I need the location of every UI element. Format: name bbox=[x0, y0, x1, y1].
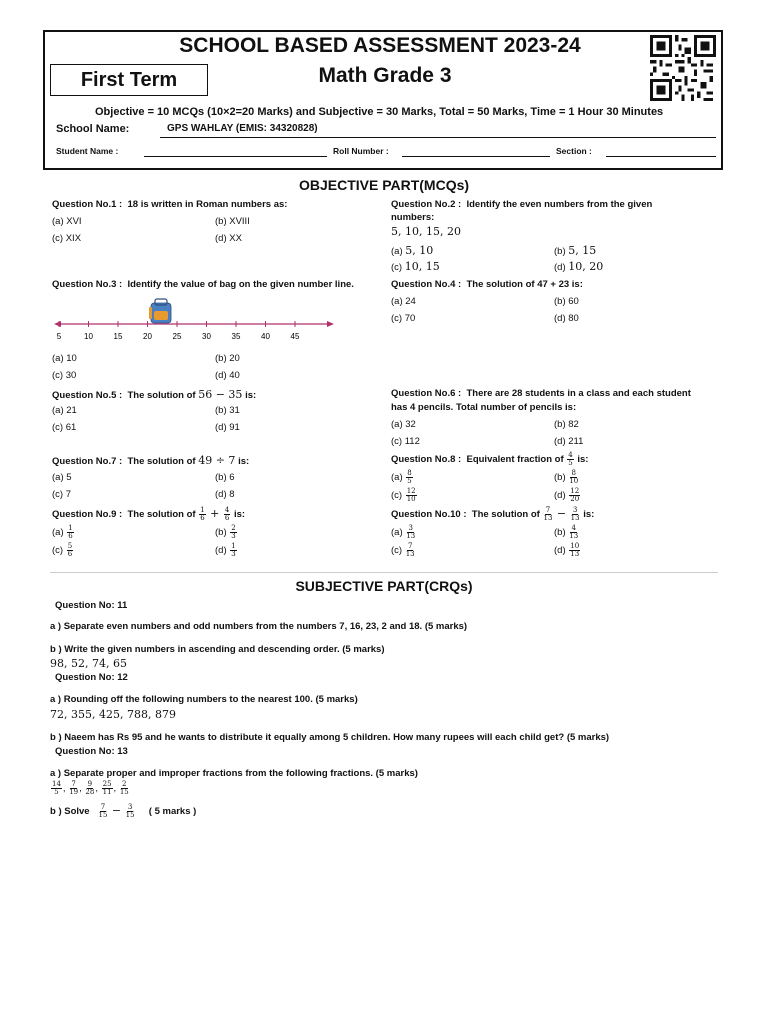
q10-text: The solution of bbox=[471, 509, 540, 521]
q9-option-b-fraction bbox=[230, 525, 236, 540]
q6-option-c[interactable]: (c) 112 bbox=[391, 436, 420, 447]
q8-fraction-num: 4 bbox=[568, 451, 573, 459]
q10-a-den: 13 bbox=[406, 532, 416, 540]
q2-option-b-value: 5, 15 bbox=[568, 244, 597, 257]
q4-text: The solution of 47 + 23 is: bbox=[466, 279, 583, 290]
q13a-fractions: $\frac{14}{5}$ , $\frac{7}{19}$ , $\frac{9}{28}$ , $\frac{25}{11}$ , $\frac{2}{15}$ bbox=[52, 780, 129, 796]
q2-option-c-label: (c) bbox=[391, 262, 403, 273]
q1-option-c[interactable]: (c) XIX bbox=[52, 233, 82, 244]
page-title: SCHOOL BASED ASSESSMENT 2023-24 bbox=[179, 34, 581, 57]
q4-option-d[interactable]: (d) 80 bbox=[554, 313, 579, 324]
grade-title: Math Grade 3 bbox=[318, 64, 452, 87]
q3-option-d[interactable]: (d) 40 bbox=[215, 370, 240, 381]
q13-fraction-5 bbox=[120, 781, 129, 796]
q9-b-den: 3 bbox=[231, 532, 236, 540]
number-line bbox=[52, 295, 337, 345]
q7-option-d[interactable]: (d) 8 bbox=[215, 489, 235, 500]
q4-option-a[interactable]: (a) 24 bbox=[391, 296, 416, 307]
q10-a-num: 3 bbox=[408, 524, 413, 532]
q13b-f2-num: 3 bbox=[127, 803, 133, 811]
objective-heading: OBJECTIVE PART(MCQs) bbox=[298, 177, 470, 193]
q3-option-c[interactable]: (c) 30 bbox=[52, 370, 77, 381]
q9-c-num: 5 bbox=[67, 542, 73, 550]
q13b-marks: ( 5 marks ) bbox=[148, 806, 197, 818]
q13-f4-den: 11 bbox=[102, 788, 112, 796]
q10-c-den: 13 bbox=[405, 550, 415, 558]
number-line-label: 10 bbox=[84, 332, 93, 341]
q10-option-b-label: (b) bbox=[554, 527, 566, 539]
number-line-label: 25 bbox=[172, 332, 182, 341]
q2-numbers: 5, 10, 15, 20 bbox=[391, 225, 461, 238]
q5-label: Question No.5 : bbox=[52, 390, 123, 401]
q13-f1-num: 14 bbox=[52, 780, 61, 788]
q13b-f1-num: 7 bbox=[100, 803, 106, 811]
q5-question bbox=[52, 388, 256, 401]
q13-fraction-2 bbox=[69, 781, 78, 796]
q13-f4-num: 25 bbox=[102, 780, 112, 788]
q8-d-den: 20 bbox=[570, 495, 580, 503]
q2-label: Question No.2 : bbox=[391, 199, 462, 210]
q8-option-d[interactable] bbox=[554, 488, 581, 503]
section-field[interactable] bbox=[606, 156, 716, 157]
q13-f3-den: 28 bbox=[85, 788, 95, 796]
q5-tail: is: bbox=[245, 390, 257, 401]
q2-option-d-label: (d) bbox=[554, 262, 566, 273]
q9-label: Question No.9 : bbox=[52, 509, 123, 521]
q2-option-a[interactable] bbox=[391, 244, 433, 257]
q10-label: Question No.10 : bbox=[391, 509, 467, 521]
q5-option-c[interactable]: (c) 61 bbox=[52, 422, 77, 433]
q13a-text: a ) Separate proper and improper fractions from the following fractions. (5 marks) bbox=[50, 768, 418, 779]
q8-tail: is: bbox=[577, 454, 589, 466]
section-divider bbox=[50, 572, 718, 573]
q1-option-a[interactable]: (a) XVI bbox=[52, 216, 82, 227]
q9-option-c-label: (c) bbox=[52, 545, 64, 557]
q8-option-c-fraction bbox=[406, 488, 417, 503]
subjective-heading: SUBJECTIVE PART(CRQs) bbox=[295, 578, 473, 594]
q13-fraction-4 bbox=[102, 781, 113, 796]
section-label: Section : bbox=[556, 146, 592, 156]
q2-text-2: numbers: bbox=[391, 212, 435, 223]
q8-option-a[interactable] bbox=[391, 470, 414, 485]
q13b-f1-den: 15 bbox=[98, 811, 108, 819]
q2-option-d[interactable] bbox=[554, 260, 603, 273]
q6-question bbox=[391, 388, 691, 399]
q7-question bbox=[52, 454, 249, 467]
q10-option-b-fraction bbox=[569, 525, 578, 540]
q10-option-d[interactable] bbox=[554, 543, 581, 558]
q9-option-b-label: (b) bbox=[215, 527, 227, 539]
number-line-label: 45 bbox=[290, 332, 300, 341]
q8-option-c-label: (c) bbox=[391, 490, 403, 502]
q8-fraction bbox=[567, 452, 573, 467]
q7-label: Question No.7 : bbox=[52, 456, 123, 467]
q10-fraction-1 bbox=[543, 507, 552, 522]
q9-option-d-fraction bbox=[230, 543, 236, 558]
number-line-label: 15 bbox=[113, 332, 123, 341]
q8-option-d-label: (d) bbox=[554, 490, 566, 502]
q2-option-b[interactable] bbox=[554, 244, 596, 257]
q9-option-a-label: (a) bbox=[52, 527, 64, 539]
q3-option-b[interactable]: (b) 20 bbox=[215, 353, 240, 364]
q3-option-a[interactable]: (a) 10 bbox=[52, 353, 77, 364]
q5-text: The solution of bbox=[127, 390, 196, 401]
q2-option-c[interactable] bbox=[391, 260, 440, 273]
q13b-f2-den: 15 bbox=[125, 811, 135, 819]
q10-option-a-label: (a) bbox=[391, 527, 403, 539]
q10-fraction-2 bbox=[571, 507, 580, 522]
number-line-label: 30 bbox=[202, 332, 211, 341]
q8-d-num: 12 bbox=[570, 487, 580, 495]
marks-info: Objective = 10 MCQs (10×2=20 Marks) and Subjective = 30 Marks, Total = 50 Marks, Time = 1 Hour 30 Minutes bbox=[95, 106, 664, 118]
q12-heading: Question No: 12 bbox=[55, 672, 128, 683]
q8-label: Question No.8 : bbox=[391, 454, 462, 466]
q9-b-num: 2 bbox=[231, 524, 236, 532]
q9-text: The solution of bbox=[127, 509, 196, 521]
q1-label: Question No.1 : bbox=[52, 199, 123, 210]
q7-text: The solution of bbox=[127, 456, 196, 467]
q8-option-b-label: (b) bbox=[554, 472, 566, 484]
q10-m2-num: 3 bbox=[572, 506, 578, 514]
q8-c-num: 12 bbox=[406, 487, 416, 495]
q5-option-a[interactable]: (a) 21 bbox=[52, 405, 77, 416]
q7-expression: 49 ÷ 7 bbox=[198, 454, 236, 467]
q4-option-c[interactable]: (c) 70 bbox=[391, 313, 416, 324]
q13-f2-den: 19 bbox=[69, 788, 79, 796]
q4-question bbox=[391, 279, 583, 290]
q13-heading: Question No: 13 bbox=[55, 746, 128, 757]
q9-c-den: 6 bbox=[67, 550, 73, 558]
q11-heading: Question No: 11 bbox=[55, 600, 128, 611]
q10-m2-den: 13 bbox=[570, 514, 580, 522]
q13-f5-den: 15 bbox=[119, 788, 129, 796]
q5-option-b[interactable]: (b) 31 bbox=[215, 405, 240, 416]
q10-option-c-fraction bbox=[406, 543, 415, 558]
roll-number-label: Roll Number : bbox=[333, 146, 389, 156]
q9-m2-den: 6 bbox=[224, 514, 230, 522]
q10-option-d-label: (d) bbox=[554, 545, 566, 557]
q10-option-a[interactable] bbox=[391, 525, 416, 540]
q12b-text: b ) Naeem has Rs 95 and he wants to distribute it equally among 5 children. How many rupees will each child get? (5 marks) bbox=[50, 732, 610, 743]
q2-option-d-value: 10, 20 bbox=[568, 260, 604, 273]
q10-d-num: 10 bbox=[570, 542, 580, 550]
q13-f2-num: 7 bbox=[71, 780, 76, 788]
q9-m1-den: 6 bbox=[200, 514, 205, 522]
q4-option-b[interactable]: (b) 60 bbox=[554, 296, 579, 307]
q6-option-a[interactable]: (a) 32 bbox=[391, 419, 416, 430]
number-line-label: 35 bbox=[231, 332, 241, 341]
school-name-value: GPS WAHLAY (EMIS: 34320828) bbox=[167, 123, 318, 134]
qr-code-icon bbox=[648, 35, 718, 101]
q9-a-num: 1 bbox=[68, 524, 73, 532]
q6-text-2: has 4 pencils. Total number of pencils is: bbox=[391, 402, 577, 413]
q8-option-d-fraction bbox=[569, 488, 580, 503]
q9-option-a-fraction bbox=[67, 525, 73, 540]
q4-label: Question No.4 : bbox=[391, 279, 462, 290]
q9-tail: is: bbox=[234, 509, 246, 521]
q6-label: Question No.6 : bbox=[391, 388, 462, 399]
q13b-fraction-2 bbox=[126, 804, 135, 819]
q13-f1-den: 5 bbox=[54, 788, 59, 796]
q9-question: Question No.9 : The solution of $\frac{1}{6}$ + $\frac{4}{6}$ is: bbox=[52, 506, 246, 522]
school-name-label: School Name: bbox=[56, 123, 130, 135]
q10-c-num: 7 bbox=[407, 542, 413, 550]
q8-option-b[interactable] bbox=[554, 470, 579, 485]
roll-number-field[interactable] bbox=[402, 156, 550, 157]
q9-a-den: 6 bbox=[68, 532, 73, 540]
q10-option-b[interactable] bbox=[554, 525, 579, 540]
q8-a-den: 5 bbox=[407, 477, 412, 485]
q6-text: There are 28 students in a class and each student bbox=[466, 388, 691, 399]
student-name-label: Student Name : bbox=[56, 146, 119, 156]
q9-option-d[interactable] bbox=[215, 543, 238, 558]
q13b: b ) Solve $\frac{7}{15}$ − $\frac{3}{15}$ ( 5 marks ) bbox=[50, 803, 197, 819]
q9-fraction-2 bbox=[224, 507, 230, 522]
number-line-label: 5 bbox=[56, 332, 62, 341]
q1-question bbox=[52, 199, 287, 210]
q8-option-b-fraction bbox=[569, 470, 578, 485]
q9-option-d-label: (d) bbox=[215, 545, 227, 557]
q8-text: Equivalent fraction of bbox=[466, 454, 564, 466]
q10-m1-den: 13 bbox=[543, 514, 553, 522]
q10-m1-num: 7 bbox=[545, 506, 551, 514]
q11a-text: a ) Separate even numbers and odd numbers from the numbers 7, 16, 23, 2 and 18. (5 marks) bbox=[50, 621, 468, 632]
q7-option-a[interactable]: (a) 5 bbox=[52, 472, 72, 483]
q10-option-c[interactable] bbox=[391, 543, 416, 558]
q9-option-b[interactable] bbox=[215, 525, 238, 540]
q1-option-b[interactable]: (b) XVIII bbox=[215, 216, 250, 227]
q11b-text: b ) Write the given numbers in ascending and descending order. (5 marks) bbox=[50, 644, 385, 655]
q12a-numbers: 72, 355, 425, 788, 879 bbox=[50, 708, 176, 721]
q9-d-den: 3 bbox=[231, 550, 236, 558]
term-box: First Term bbox=[50, 64, 208, 96]
q9-d-num: 1 bbox=[231, 542, 236, 550]
q13-f5-num: 2 bbox=[122, 780, 127, 788]
q9-option-a[interactable] bbox=[52, 525, 75, 540]
q2-question bbox=[391, 199, 652, 210]
q9-m1-num: 1 bbox=[200, 506, 205, 514]
q3-text: Identify the value of bag on the given number line. bbox=[127, 279, 354, 290]
q7-option-b[interactable]: (b) 6 bbox=[215, 472, 235, 483]
q3-label: Question No.3 : bbox=[52, 279, 123, 290]
q10-option-a-fraction bbox=[406, 525, 415, 540]
q6-option-b[interactable]: (b) 82 bbox=[554, 419, 579, 430]
q1-text: 18 is written in Roman numbers as: bbox=[127, 199, 288, 210]
q8-b-num: 8 bbox=[571, 469, 576, 477]
q11b-numbers: 98, 52, 74, 65 bbox=[50, 657, 127, 670]
q10-tail: is: bbox=[583, 509, 595, 521]
q13-fraction-3 bbox=[85, 781, 94, 796]
q2-option-a-label: (a) bbox=[391, 246, 403, 257]
number-line-label: 40 bbox=[261, 332, 270, 341]
q2-option-a-value: 5, 10 bbox=[405, 244, 434, 257]
q10-question: Question No.10 : The solution of $\frac{7}{13}$ − $\frac{3}{13}$ is: bbox=[391, 506, 595, 522]
bag-icon bbox=[149, 299, 171, 323]
q5-option-d[interactable]: (d) 91 bbox=[215, 422, 240, 433]
q10-option-d-fraction bbox=[569, 543, 580, 558]
q13b-fraction-1 bbox=[99, 804, 108, 819]
q7-option-c[interactable]: (c) 7 bbox=[52, 489, 71, 500]
q13b-text: b ) Solve bbox=[50, 806, 90, 818]
q10-d-den: 13 bbox=[570, 550, 580, 558]
q2-option-b-label: (b) bbox=[554, 246, 566, 257]
q9-option-c[interactable] bbox=[52, 543, 74, 558]
q13-fraction-1 bbox=[51, 781, 62, 796]
q8-option-c[interactable] bbox=[391, 488, 418, 503]
q10-option-c-label: (c) bbox=[391, 545, 403, 557]
q2-text: Identify the even numbers from the given bbox=[466, 199, 653, 210]
q9-m2-num: 4 bbox=[224, 506, 230, 514]
q10-b-num: 4 bbox=[571, 524, 576, 532]
q8-a-num: 8 bbox=[407, 469, 412, 477]
q8-b-den: 10 bbox=[569, 477, 579, 485]
q12a-text: a ) Rounding off the following numbers to the nearest 100. (5 marks) bbox=[50, 694, 358, 705]
q8-option-a-fraction bbox=[406, 470, 412, 485]
q7-tail: is: bbox=[238, 456, 250, 467]
q8-question bbox=[391, 452, 588, 467]
q5-expression: 56 − 35 bbox=[198, 388, 243, 401]
q9-option-c-fraction bbox=[67, 543, 73, 558]
q2-option-c-value: 10, 15 bbox=[404, 260, 440, 273]
q10-b-den: 13 bbox=[569, 532, 579, 540]
student-name-field[interactable] bbox=[144, 156, 327, 157]
q6-option-d[interactable]: (d) 211 bbox=[554, 436, 584, 447]
q13-f3-num: 9 bbox=[87, 780, 93, 788]
q8-fraction-den: 5 bbox=[568, 459, 573, 467]
q8-option-a-label: (a) bbox=[391, 472, 403, 484]
number-line-label: 20 bbox=[143, 332, 152, 341]
q3-question bbox=[52, 279, 354, 290]
q9-fraction-1 bbox=[199, 507, 205, 522]
q1-option-d[interactable]: (d) XX bbox=[215, 233, 242, 244]
q8-c-den: 10 bbox=[406, 495, 416, 503]
school-name-line bbox=[160, 137, 716, 138]
